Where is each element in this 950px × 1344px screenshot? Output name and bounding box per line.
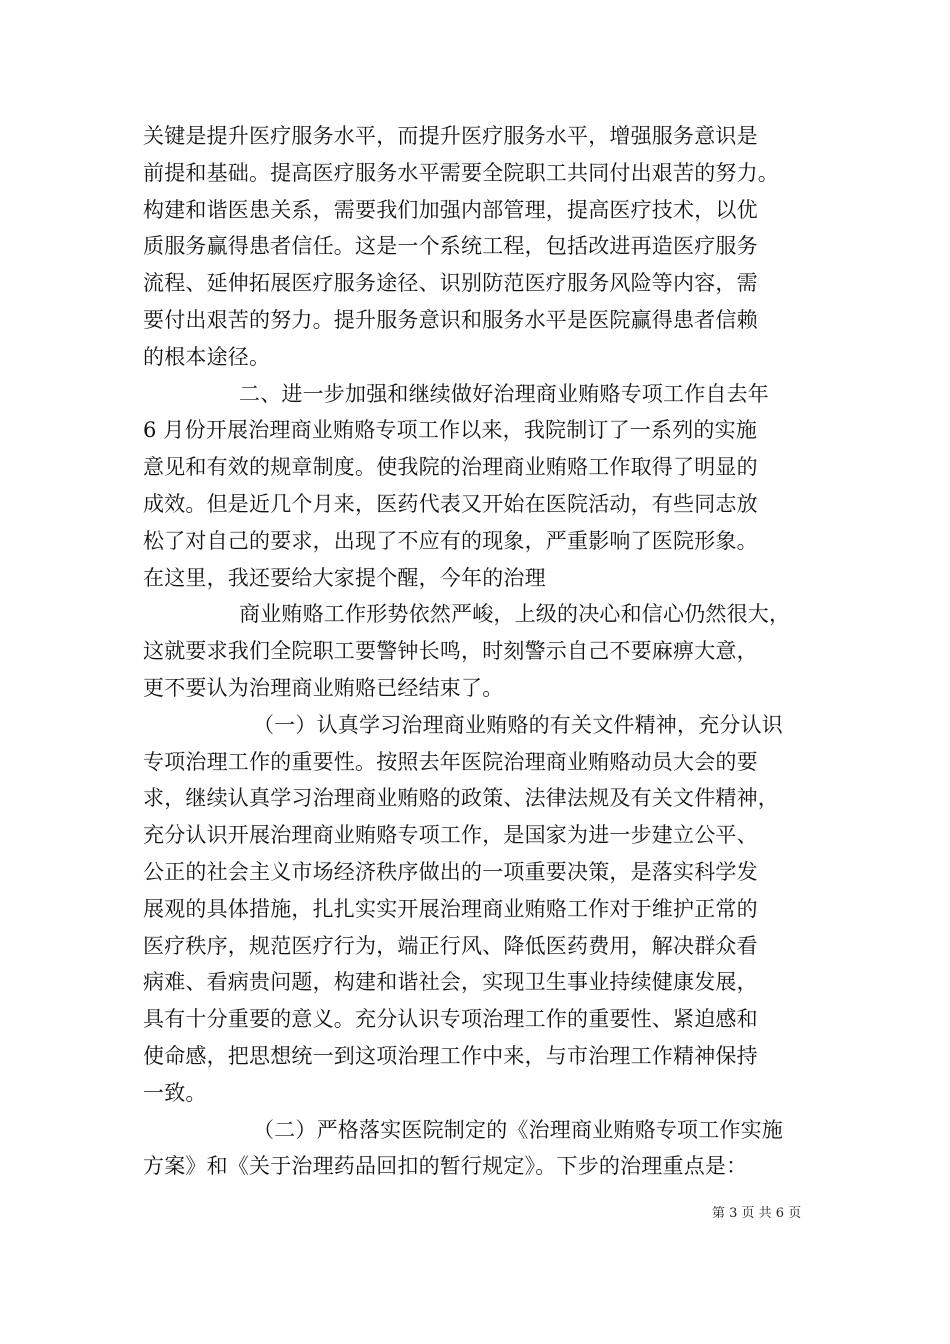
text-line: 构建和谐医患关系，需要我们加强内部管理，提高医疗技术，以优 bbox=[143, 197, 758, 222]
text-line: 一致。 bbox=[143, 1080, 207, 1105]
text-line: 更不要认为治理商业贿赂已经结束了。 bbox=[143, 675, 504, 700]
text-line: 意见和有效的规章制度。使我院的治理商业贿赂工作取得了明显的 bbox=[143, 455, 758, 480]
text-line: 使命感，把思想统一到这项治理工作中来，与市治理工作精神保持 bbox=[143, 1043, 758, 1068]
text-line: 6 月份开展治理商业贿赂专项工作以来，我院制订了一系列的实施 bbox=[143, 418, 758, 443]
text-line: 关键是提升医疗服务水平，而提升医疗服务水平，增强服务意识是 bbox=[143, 124, 758, 148]
text-line: 在这里，我还要给大家提个醒，今年的治理 bbox=[143, 565, 546, 590]
text-line: 病难、看病贵问题，构建和谐社会，实现卫生事业持续健康发展， bbox=[143, 970, 758, 995]
text-line: 要付出艰苦的努力。提升服务意识和服务水平是医院赢得患者信赖 bbox=[143, 307, 758, 332]
subsection-heading-2: （二）严格落实医院制定的《治理商业贿赂专项工作实施 bbox=[253, 1117, 783, 1142]
text-line: 这就要求我们全院职工要警钟长鸣，时刻警示自己不要麻痹大意， bbox=[143, 639, 758, 664]
text-line: 质服务赢得患者信任。这是一个系统工程，包括改进再造医疗服务 bbox=[143, 234, 758, 259]
text-line: 松了对自己的要求，出现了不应有的现象，严重影响了医院形象。 bbox=[143, 528, 758, 553]
text-line: 公正的社会主义市场经济秩序做出的一项重要决策，是落实科学发 bbox=[143, 859, 758, 884]
page-number-footer: 第 3 页 共 6 页 bbox=[712, 1206, 802, 1221]
section-heading-2: 二、进一步加强和继续做好治理商业贿赂专项工作自去年 bbox=[239, 381, 769, 406]
text-line: 充分认识开展治理商业贿赂专项工作，是国家为进一步建立公平、 bbox=[143, 823, 758, 848]
text-line: 流程、延伸拓展医疗服务途径、识别防范医疗服务风险等内容，需 bbox=[143, 271, 758, 296]
document-body bbox=[143, 118, 815, 1185]
subsection-heading-1: （一）认真学习治理商业贿赂的有关文件精神，充分认识 bbox=[253, 712, 783, 737]
text-line: 前提和基础。提高医疗服务水平需要全院职工共同付出艰苦的努力。 bbox=[143, 160, 779, 185]
text-line: 医疗秩序，规范医疗行为，端正行风、降低医药费用，解决群众看 bbox=[143, 933, 758, 958]
text-line: 具有十分重要的意义。充分认识专项治理工作的重要性、紧迫感和 bbox=[143, 1007, 758, 1032]
text-line: 的根本途径。 bbox=[143, 344, 271, 369]
text-line: 方案》和《关于治理药品回扣的暂行规定》。下步的治理重点是： bbox=[143, 1154, 748, 1179]
text-line: 成效。但是近几个月来，医药代表又开始在医院活动，有些同志放 bbox=[143, 491, 758, 516]
text-line: 求，继续认真学习治理商业贿赂的政策、法律法规及有关文件精神， bbox=[143, 786, 779, 811]
paragraph-start: 商业贿赂工作形势依然严峻，上级的决心和信心仍然很大， bbox=[239, 602, 791, 627]
text-line: 展观的具体措施，扎扎实实开展治理商业贿赂工作对于维护正常的 bbox=[143, 896, 758, 921]
text-line: 专项治理工作的重要性。按照去年医院治理商业贿赂动员大会的要 bbox=[143, 749, 758, 774]
